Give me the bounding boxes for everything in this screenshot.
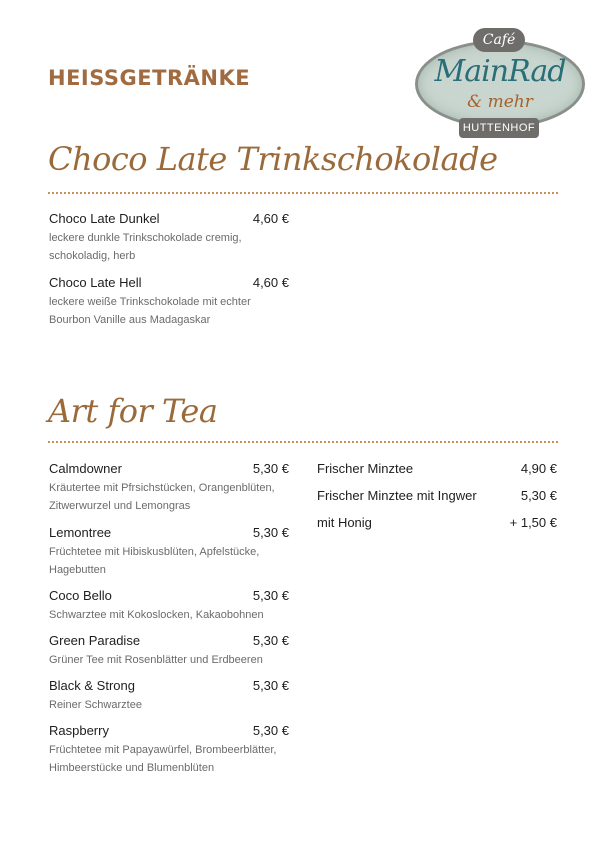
item-name: Choco Late Dunkel — [49, 211, 160, 226]
description-line: Kräutertee mit Pfrsichstücken, Orangenblüten, — [49, 482, 275, 494]
item-name: Black & Strong — [49, 678, 135, 693]
description-line: leckere weiße Trinkschokolade mit echter — [49, 296, 251, 308]
menu-item — [317, 488, 557, 503]
description-line: leckere dunkle Trinkschokolade cremig, — [49, 232, 242, 244]
logo-cafe-label: Café — [473, 28, 525, 52]
item-price: 4,60 € — [252, 275, 289, 290]
item-name: Coco Bello — [49, 588, 112, 603]
item-price: 5,30 € — [252, 723, 289, 738]
item-name: Frischer Minztee mit Ingwer — [317, 488, 477, 503]
item-name: Green Paradise — [49, 633, 141, 648]
item-price: 5,30 € — [252, 588, 289, 603]
section-title-tea: Art for Tea — [48, 392, 218, 430]
item-price: 5,30 € — [520, 488, 557, 503]
logo-subline: & mehr — [467, 92, 533, 112]
item-name: Calmdowner — [49, 461, 122, 476]
menu-item — [49, 525, 289, 579]
menu-item — [49, 723, 289, 777]
item-price: 5,30 € — [252, 633, 289, 648]
item-name: Raspberry — [49, 723, 109, 738]
logo-name: MainRad — [434, 54, 566, 89]
menu-item — [49, 633, 289, 669]
description-line: Schwarztee mit Kokoslocken, Kakaobohnen — [49, 609, 264, 621]
description-line: Bourbon Vanille aus Madagaskar — [49, 314, 211, 326]
cafe-logo — [415, 28, 585, 140]
menu-item — [49, 275, 289, 329]
item-name: Lemontree — [49, 525, 112, 540]
item-price: 4,60 € — [252, 211, 289, 226]
menu-item — [317, 461, 557, 476]
item-price: 5,30 € — [252, 461, 289, 476]
logo-location: HUTTENHOF — [459, 118, 539, 138]
section-divider — [48, 192, 558, 194]
item-description — [49, 606, 289, 624]
item-name: Choco Late Hell — [49, 275, 142, 290]
item-description — [49, 293, 289, 329]
menu-item — [49, 588, 289, 624]
menu-item — [49, 211, 289, 265]
item-description — [49, 479, 289, 515]
item-description — [49, 651, 289, 669]
page-title: HEISSGETRÄNKE — [48, 66, 251, 90]
description-line: Zitwerwurzel und Lemongras — [49, 500, 191, 512]
item-name: Frischer Minztee — [317, 461, 414, 476]
item-description — [49, 741, 289, 777]
menu-item-addon — [317, 515, 557, 530]
description-line: Reiner Schwarztee — [49, 699, 142, 711]
description-line: Grüner Tee mit Rosenblätter und Erdbeeren — [49, 654, 263, 666]
description-line: Früchtetee mit Hibiskusblüten, Apfelstücke, — [49, 546, 260, 558]
menu-item — [49, 461, 289, 515]
description-line: Früchtetee mit Papayawürfel, Brombeerblätter, — [49, 744, 277, 756]
description-line: Himbeerstücke und Blumenblüten — [49, 762, 215, 774]
item-price: 4,90 € — [520, 461, 557, 476]
section-divider — [48, 441, 558, 443]
menu-item — [49, 678, 289, 714]
description-line: Hagebutten — [49, 564, 106, 576]
section-title-chocolate: Choco Late Trinkschokolade — [48, 140, 498, 178]
description-line: schokoladig, herb — [49, 250, 136, 262]
item-description — [49, 543, 289, 579]
item-price: 5,30 € — [252, 678, 289, 693]
item-price: + 1,50 € — [509, 515, 557, 530]
item-description — [49, 696, 289, 714]
item-name: mit Honig — [317, 515, 372, 530]
item-description — [49, 229, 289, 265]
item-price: 5,30 € — [252, 525, 289, 540]
